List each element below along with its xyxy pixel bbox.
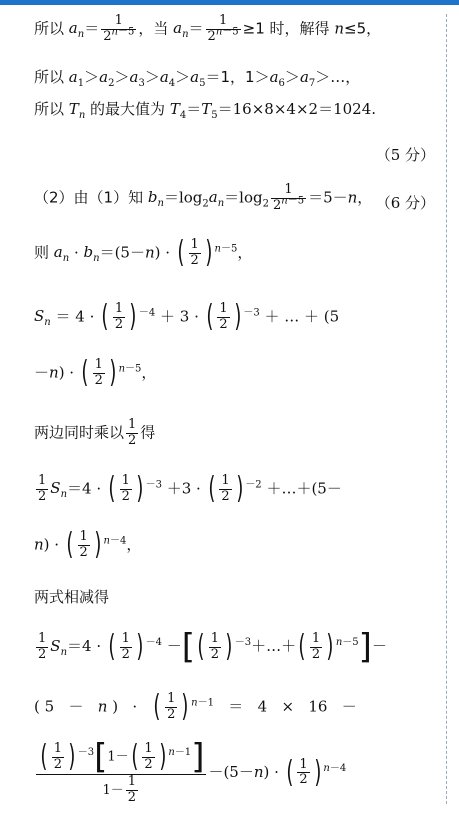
line-7: －n) · ( $\frac{1}{2}$ ) $^{n-5}$，	[34, 355, 157, 391]
line-6: $S_n = 4$ · ( $\frac{1}{2}$ ) $^{-4}$ ＋ 3 · ( $\frac{1}{2}$ ) $^{-3}$ ＋ … ＋ (5	[34, 299, 340, 335]
top-accent-bar	[0, 0, 459, 5]
fraction: $\frac{1}{2^{n-5}}$	[272, 182, 305, 213]
line-2: 所以 $a_1>a_2>a_3>a_4>a_5=1$，$1>a_6>a_7>\dots$，	[34, 68, 361, 89]
text: ＝1，1＞	[205, 68, 270, 86]
score-label: （5 分）	[375, 146, 435, 164]
line-14: ( $\frac{1}{2}$ ) $^{-3}$[1－( $\frac{1}{2}$ ) $^{n-1}$] 1－ $\frac{1}{2}$ －(5－n) · ( $\frac{1}{2}$ ) $^{n-4}$	[34, 740, 346, 806]
text: 所以	[34, 100, 65, 118]
text: ＝16×8×4×2＝1024.	[217, 100, 377, 118]
text: 的最大值为	[90, 100, 166, 118]
text: ≤5，	[344, 19, 382, 38]
line-8: 两边同时乘以 $\frac{1}{2}$ 得	[34, 417, 156, 448]
line-5: 则 $a_n \cdot b_n=(5-n)$ · ( $\frac{1}{2}$ ) $^{n-5}$，	[34, 235, 253, 271]
fraction: $\frac{1}{2^{n-5}}$	[207, 13, 239, 44]
text: 所以	[34, 68, 65, 86]
score-label: （6 分）	[375, 194, 435, 212]
text: 两边同时乘以	[34, 423, 125, 442]
text: 所以	[34, 19, 65, 38]
text: 则	[34, 243, 50, 262]
line-10: n) · ( $\frac{1}{2}$ ) $^{n-4}$，	[34, 527, 142, 563]
line-3: 所以 $T_n$ 的最大值为 $T_4=T_5=16\times 8\times 4\times 2=1024$.	[34, 100, 377, 121]
text: 得	[140, 423, 156, 442]
line-13: ( 5 － n ) · ( $\frac{1}{2}$ ) $^{n-1}$ ＝ 4 × 16 －	[34, 689, 357, 725]
line-12: $\frac{1}{2}$ $S_n=4$ · ( $\frac{1}{2}$ ) $^{-4}$ －[( $\frac{1}{2}$ ) $^{-3}$＋…＋( $\frac{1}{2}$ ) $^{n-5}$]－	[38, 627, 387, 667]
line-11	[34, 590, 109, 605]
page-margin-rule	[446, 14, 447, 804]
text: ＝5－	[308, 188, 348, 207]
text: ≥1 时，解得	[242, 19, 330, 38]
line-9: $\frac{1}{2}$ $S_n=4$ · ( $\frac{1}{2}$ ) $^{-3}$ ＋3 · ( $\frac{1}{2}$ ) $^{-2}$ ＋…＋(5－	[38, 471, 342, 507]
line-4: （2）由（1）知 $b_n=\log_2a_n=\log_2$ $\frac{1}{2^{n-5}}$ ＝5－n，	[34, 182, 373, 213]
text: （2）由（1）知	[34, 188, 144, 207]
text: ，当	[138, 19, 169, 38]
fraction: $\frac{1}{2^{n-5}}$	[103, 13, 135, 44]
line-1: 所以 $a_n=$ $\frac{1}{2^{n-5}}$ ，当 $a_n=$ $\frac{1}{2^{n-5}}$ ≥1 时，解得 n≤5，	[34, 13, 382, 44]
text: 两式相减得	[34, 588, 110, 606]
